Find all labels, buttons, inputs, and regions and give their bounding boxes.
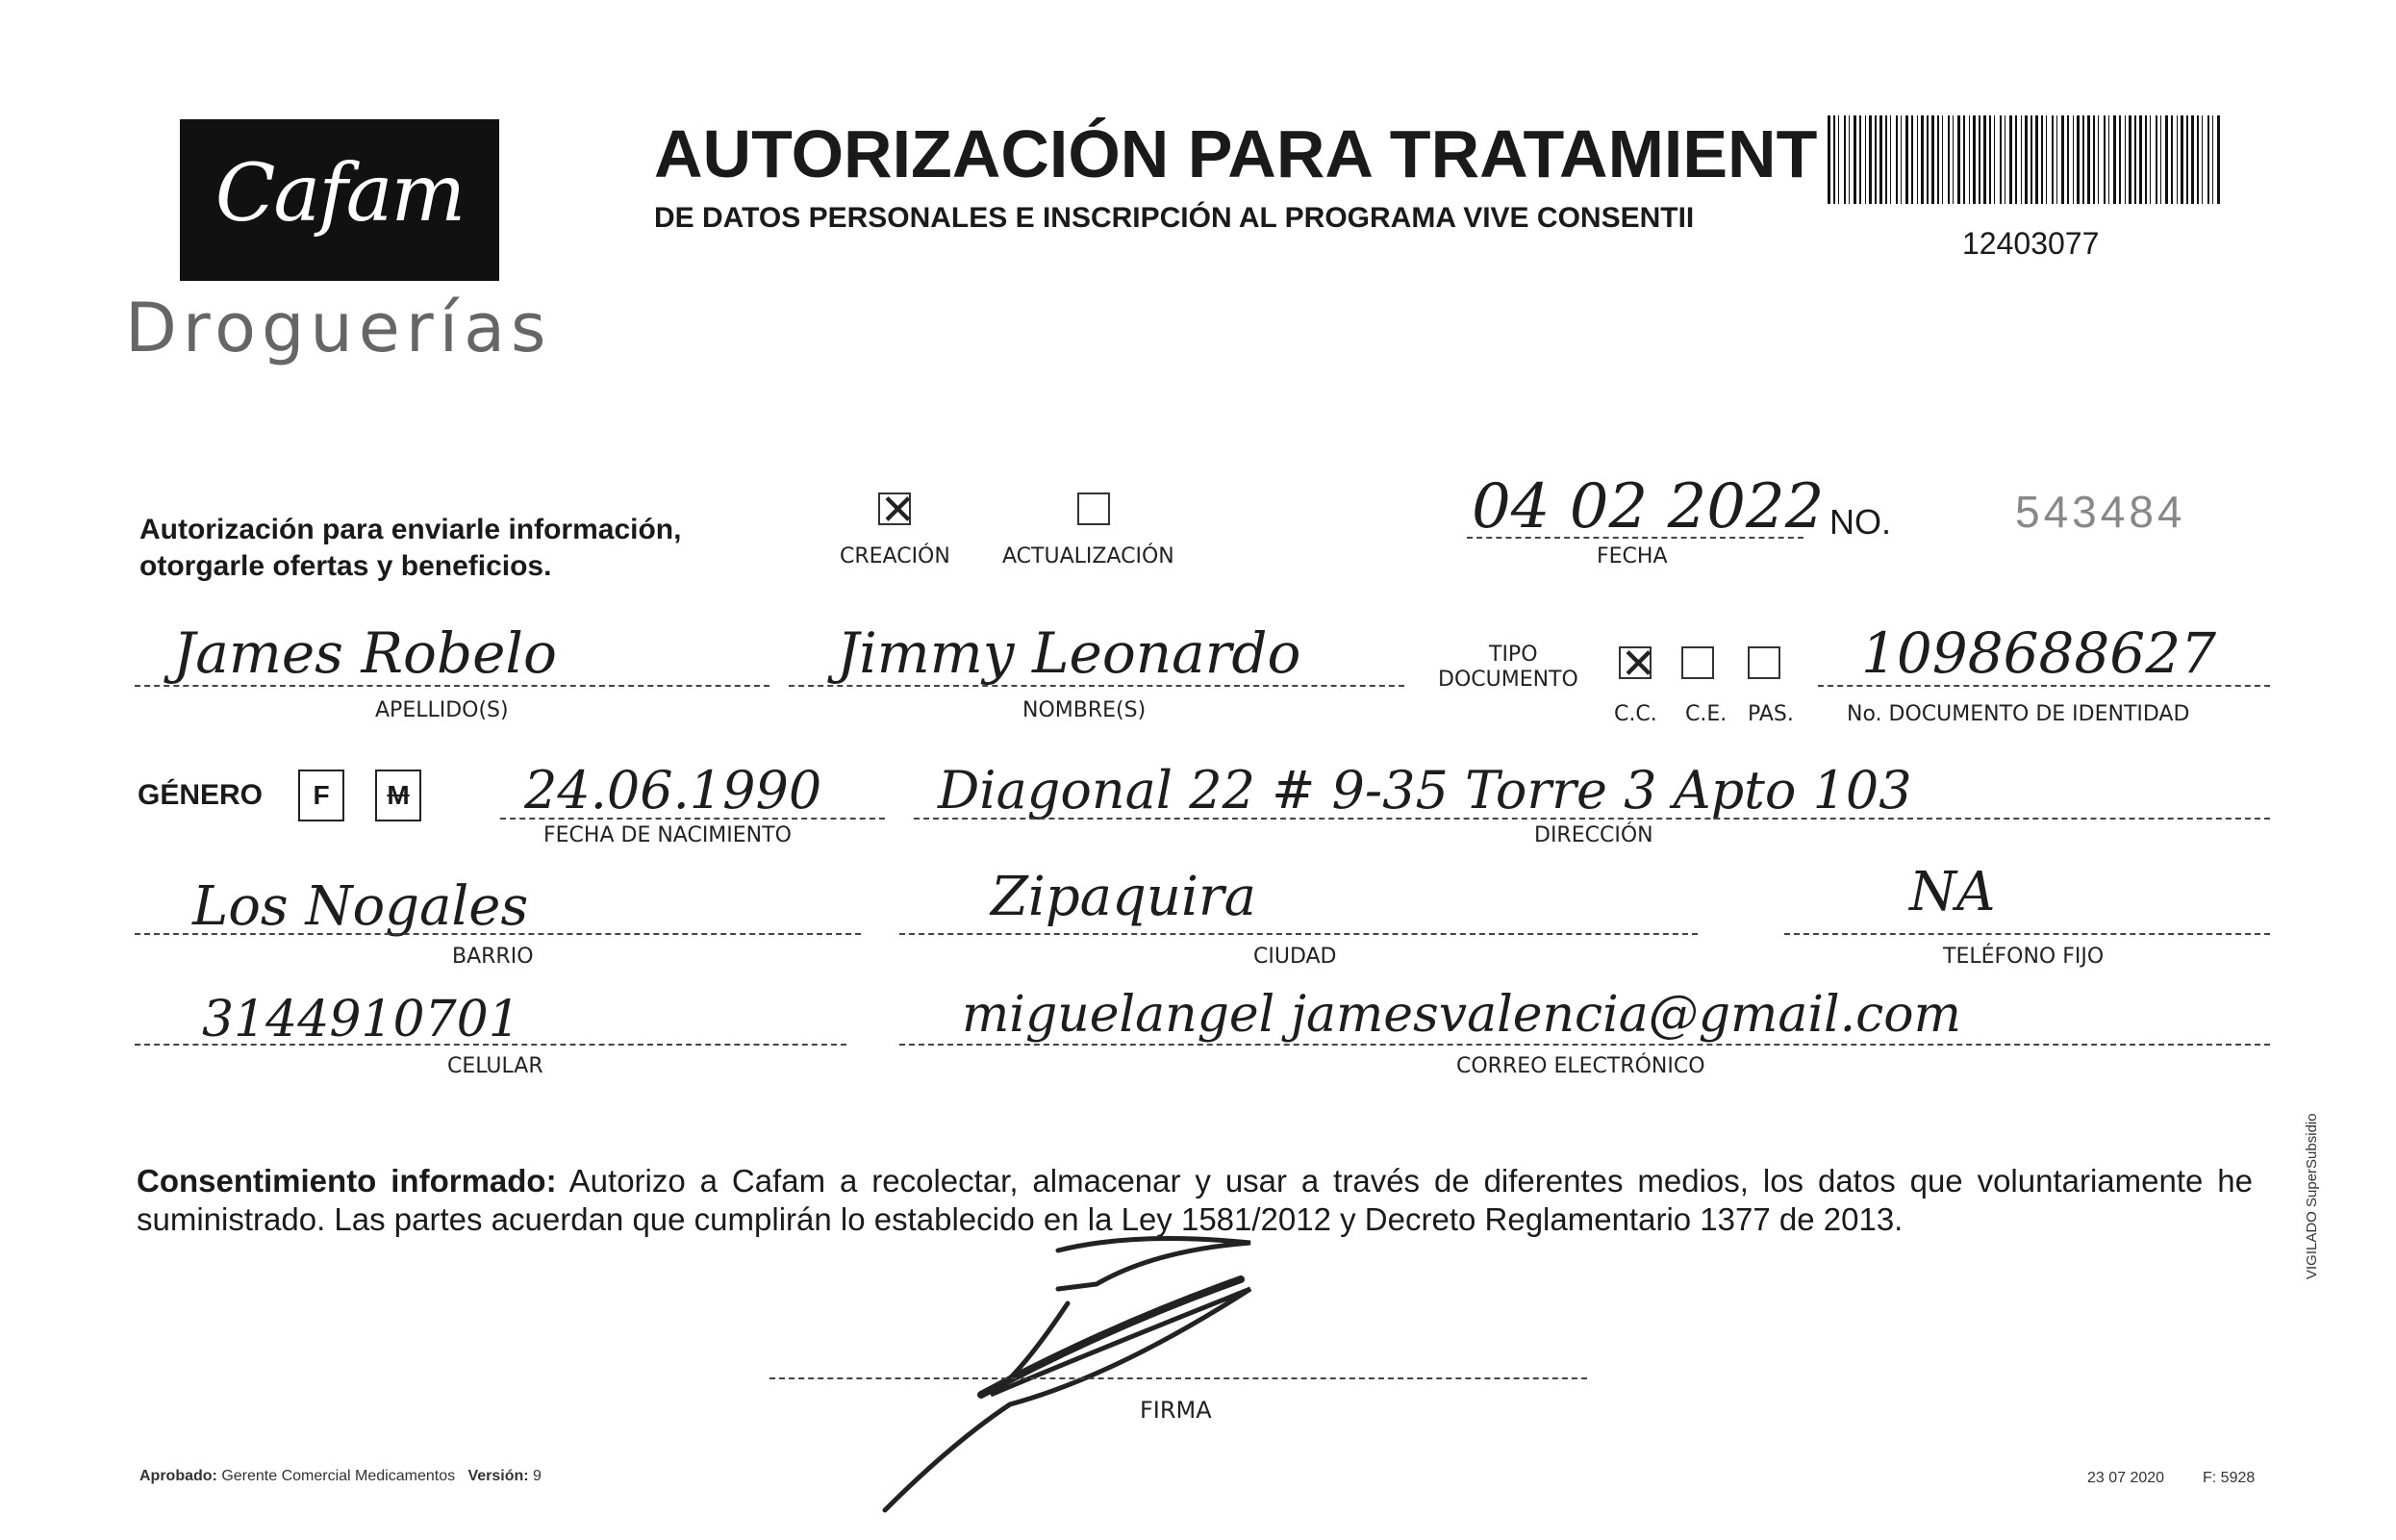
gender-m-checkbox[interactable]: M [375, 770, 421, 821]
doc-type-label-1: TIPO [1489, 643, 1538, 667]
authorization-label: Autorización para enviarle información, otorgarle ofertas y beneficios. [139, 514, 682, 582]
number-label: NO. [1829, 502, 1892, 542]
name-label: NOMBRE(S) [1022, 698, 1147, 722]
barcode-bar [1989, 115, 1991, 204]
address-line [914, 818, 2270, 820]
barcode-bar [2125, 115, 2126, 204]
footer-approved-value: Gerente Comercial Medicamentos [221, 1468, 456, 1484]
name-line [789, 685, 1404, 687]
city-value: Zipaquira [991, 866, 1257, 928]
barcode-bar [1911, 115, 1913, 204]
barcode-bar [2207, 115, 2209, 204]
consent-paragraph [137, 1162, 2253, 1239]
barcode-bar [2119, 115, 2121, 204]
barcode-number: 12403077 [1962, 226, 2100, 261]
barcode-bar [1942, 115, 1943, 204]
barcode-bar [2104, 115, 2106, 204]
address-label: DIRECCIÓN [1534, 823, 1653, 847]
surname-value: James Robelo [173, 620, 557, 686]
barcode-bar [2061, 115, 2064, 204]
name-value: Jimmy Leonardo [837, 620, 1301, 686]
mobile-label: CELULAR [447, 1054, 543, 1078]
barcode-bar [1927, 115, 1929, 204]
barcode-bar [1833, 115, 1835, 204]
barcode-bar [2087, 115, 2090, 204]
barcode-bar [2093, 115, 2095, 204]
phone-value: NA [1909, 861, 1996, 923]
barcode-bar [2046, 115, 2047, 204]
barcode-bar [1957, 115, 1960, 204]
city-label: CIUDAD [1253, 945, 1337, 969]
gender-f-checkbox[interactable]: F [298, 770, 344, 821]
barcode-bar [1983, 115, 1986, 204]
neighborhood-label: BARRIO [452, 945, 534, 969]
doc-number-value: 1098688627 [1861, 620, 2217, 686]
mobile-line [135, 1044, 846, 1046]
doc-type-label-2: DOCUMENTO [1438, 668, 1578, 692]
birth-date-line [500, 818, 885, 820]
barcode-bar [2030, 115, 2032, 204]
barcode-bar [2145, 115, 2147, 204]
barcode-bar [2177, 115, 2178, 204]
barcode-bar [1905, 115, 1908, 204]
barcode-bar [2056, 115, 2057, 204]
barcode-bar [1917, 115, 1918, 204]
consent-text: Autorizo a Cafam a recolectar, almacenar y usar a través de diferentes medios, los datos que voluntariamente he suministrado. Las partes acuerdan que cumplirán lo establecido en la Ley 1581/2012 y Decreto Reglamentario 1377 de 2013. [137, 1163, 2253, 1237]
barcode-bar [2025, 115, 2028, 204]
barcode-bar [1896, 115, 1898, 204]
brand-subtitle: Droguerías [125, 289, 552, 367]
barcode-bar [2035, 115, 2038, 204]
barcode-bar [2160, 115, 2161, 204]
barcode-bar [2186, 115, 2188, 204]
logo-text: Cafam [214, 148, 465, 240]
barcode-bar [1921, 115, 1924, 204]
form-number: 543484 [2015, 487, 2186, 537]
date-value: 04 02 2022 [1472, 471, 1825, 543]
barcode-bar [1865, 115, 1866, 204]
cc-checkbox[interactable]: ✕ [1621, 640, 1656, 689]
barcode-bar [2217, 115, 2220, 204]
email-label: CORREO ELECTRÓNICO [1456, 1054, 1705, 1078]
creation-checkbox[interactable]: ✕ [880, 486, 916, 535]
surname-label: APELLIDO(S) [375, 698, 509, 722]
barcode-bar [1828, 115, 1830, 204]
barcode-bar [1969, 115, 1970, 204]
barcode-bar [2052, 115, 2054, 204]
barcode-bar [2129, 115, 2131, 204]
barcode-bar [2197, 115, 2199, 204]
cafam-logo [180, 119, 499, 281]
phone-label: TELÉFONO FIJO [1943, 945, 2105, 969]
doc-number-label: No. DOCUMENTO DE IDENTIDAD [1847, 702, 2190, 726]
barcode-bar [2191, 115, 2194, 204]
footer-form-code: F: 5928 [2203, 1470, 2256, 1486]
footer-date: 23 07 2020 [2087, 1470, 2165, 1486]
barcode-bar [2156, 115, 2157, 204]
barcode-bar [2000, 115, 2002, 204]
pas-checkbox[interactable] [1748, 646, 1780, 679]
barcode-bar [2113, 115, 2116, 204]
barcode-bar [2165, 115, 2168, 204]
barcode-bar [1979, 115, 1980, 204]
address-value: Diagonal 22 # 9-35 Torre 3 Apto 103 [938, 760, 1912, 820]
barcode-bar [2150, 115, 2151, 204]
side-vigilado-text: VIGILADO SuperSubsidio [2304, 1113, 2320, 1279]
barcode-bar [2067, 115, 2069, 204]
barcode-bar [1901, 115, 1902, 204]
email-line [899, 1044, 2270, 1046]
barcode-bar [1844, 115, 1846, 204]
signature-line [769, 1377, 1587, 1379]
barcode-bar [2108, 115, 2109, 204]
gender-label: GÉNERO [138, 779, 264, 811]
date-label: FECHA [1597, 544, 1668, 568]
barcode-bar [2041, 115, 2043, 204]
barcode-bar [1937, 115, 1939, 204]
pas-label: PAS. [1748, 702, 1794, 726]
ce-checkbox[interactable] [1681, 646, 1714, 679]
barcode-bar [1869, 115, 1872, 204]
form-title: AUTORIZACIÓN PARA TRATAMIENT [654, 116, 1818, 191]
barcode-bar [2139, 115, 2142, 204]
handwritten-signature [866, 1231, 1308, 1539]
barcode-bar [1885, 115, 1887, 204]
barcode-bar [2134, 115, 2136, 204]
city-line [899, 933, 1698, 935]
barcode-bar [2077, 115, 2080, 204]
date-line [1467, 537, 1803, 539]
barcode-bar [1859, 115, 1861, 204]
barcode-bar [1948, 115, 1950, 204]
cc-label: C.C. [1614, 702, 1657, 726]
barcode-bar [2015, 115, 2017, 204]
footer-version-label: Versión: [467, 1468, 529, 1484]
barcode-bar [1854, 115, 1856, 204]
footer-version-value: 9 [533, 1468, 542, 1484]
barcode-bar [1973, 115, 1976, 204]
birth-date-label: FECHA DE NACIMIENTO [543, 823, 792, 847]
surname-line [135, 685, 769, 687]
email-value: miguelangel jamesvalencia@gmail.com [962, 986, 1961, 1044]
barcode-bar [1849, 115, 1850, 204]
barcode-bar [2098, 115, 2099, 204]
barcode-bar [2082, 115, 2084, 204]
barcode-bar [1963, 115, 1965, 204]
update-label: ACTUALIZACIÓN [1002, 544, 1174, 568]
creation-label: CREACIÓN [840, 544, 950, 568]
barcode-bar [2021, 115, 2022, 204]
footer-approved [139, 1468, 542, 1485]
neighborhood-line [135, 933, 861, 935]
consent-heading: Consentimiento informado: [137, 1163, 557, 1199]
barcode-bar [2181, 115, 2183, 204]
mobile-value: 3144910701 [202, 991, 520, 1048]
barcode-bar [2009, 115, 2012, 204]
barcode-bar [2202, 115, 2203, 204]
form-subtitle: DE DATOS PERSONALES E INSCRIPCIÓN AL PROGRAMA VIVE CONSENTII [654, 202, 1695, 234]
footer-approved-label: Aprobado: [139, 1468, 217, 1484]
signature-label: FIRMA [1140, 1397, 1212, 1424]
barcode [1828, 115, 2227, 204]
doc-number-line [1818, 685, 2270, 687]
ce-label: C.E. [1685, 702, 1728, 726]
barcode-bar [1838, 115, 1839, 204]
barcode-bar [2171, 115, 2173, 204]
barcode-bar [2073, 115, 2074, 204]
barcode-bar [2212, 115, 2213, 204]
update-checkbox[interactable] [1077, 492, 1110, 525]
birth-date-value: 24.06.1990 [524, 760, 822, 820]
barcode-bar [1890, 115, 1891, 204]
barcode-bar [1953, 115, 1954, 204]
barcode-bar [1875, 115, 1877, 204]
barcode-bar [1879, 115, 1882, 204]
barcode-bar [1994, 115, 1995, 204]
neighborhood-value: Los Nogales [192, 875, 529, 938]
phone-line [1784, 933, 2270, 935]
barcode-bar [1931, 115, 1934, 204]
